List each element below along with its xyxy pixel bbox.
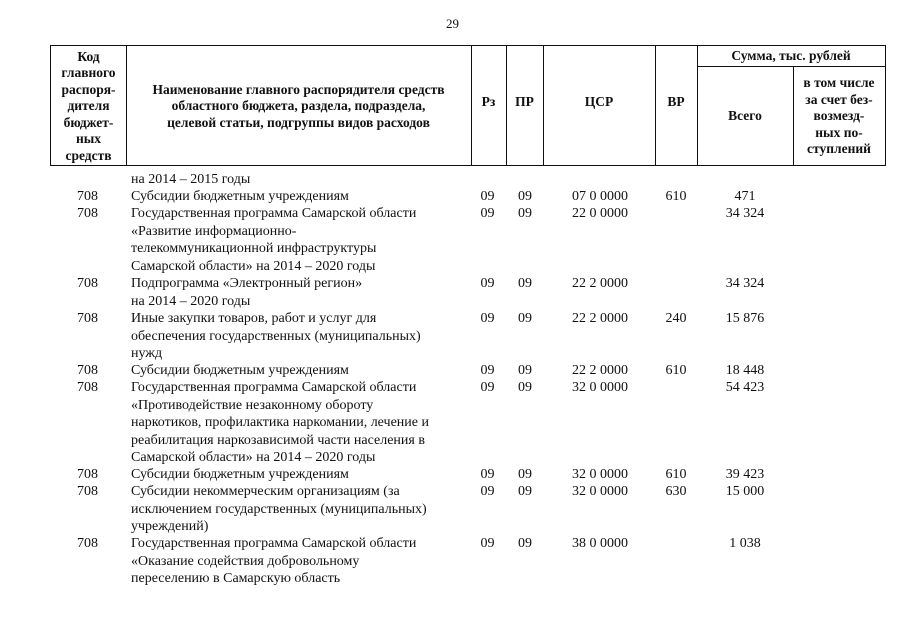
row-pr: 09 (518, 380, 532, 395)
row-rz: 09 (480, 484, 495, 499)
header-pr: ПР (515, 94, 534, 109)
row-rz: 09 (480, 363, 495, 378)
row-vr: 610 (665, 467, 687, 482)
header-sum: Сумма, тыс. рублей (731, 47, 851, 63)
header-including: в том числе за счет без- возмезд- ных по- ступлений (803, 75, 875, 157)
row-csr: 32 0 0000 (572, 467, 628, 482)
row-total: 18 448 (725, 363, 765, 378)
row-code: 708 (77, 536, 98, 551)
row-rz: 09 (480, 311, 495, 326)
row-total: 54 423 (725, 380, 765, 395)
row-csr: 22 2 0000 (572, 311, 628, 326)
row-csr: 22 2 0000 (572, 363, 628, 378)
row-total: 39 423 (725, 467, 765, 482)
row-pr: 09 (518, 467, 532, 482)
row-rz: 09 (480, 276, 495, 291)
header-code: Код главного распоря- дителя бюджет- ных средств (61, 48, 116, 163)
row-vr: 630 (665, 484, 687, 499)
row-name: Иные закупки товаров, работ и услуг для обеспечения государственных (муниципальных) нужд (131, 311, 421, 361)
row-rz: 09 (480, 206, 495, 221)
row-name: Государственная программа Самарской области «Оказание содействия добровольному переселению в Самарскую область (131, 536, 417, 586)
row-name: Подпрограмма «Электронный регион» на 2014 – 2020 годы (131, 276, 363, 309)
row-pr: 09 (518, 363, 532, 378)
row-name: Субсидии бюджетным учреждениям (131, 363, 349, 378)
row-vr: 240 (665, 311, 687, 326)
row-csr: 07 0 0000 (572, 189, 628, 204)
row-rz: 09 (480, 380, 495, 395)
row-code: 708 (77, 363, 98, 378)
header-total: Всего (728, 108, 762, 124)
row-code: 708 (77, 467, 98, 482)
row-code: 708 (77, 276, 98, 291)
row-rz: 09 (480, 467, 495, 482)
row-vr: 610 (665, 189, 687, 204)
row-rz: 09 (480, 189, 495, 204)
row-vr: 610 (665, 363, 687, 378)
row-code: 708 (77, 380, 98, 395)
row-code: 708 (77, 189, 98, 204)
row-name: на 2014 – 2015 годы (131, 172, 251, 187)
row-total: 34 324 (725, 206, 765, 221)
row-csr: 38 0 0000 (572, 536, 628, 551)
header-vr: ВР (667, 94, 685, 109)
row-total: 15 000 (725, 484, 765, 499)
row-name: Государственная программа Самарской области «Противодействие незаконному обороту наркотиков, профилактика наркомании, лечение и реабилитация наркозависимой части населения в Самарской области» на 2014 – 2020 годы (131, 380, 429, 465)
row-csr: 22 2 0000 (572, 276, 628, 291)
row-name: Субсидии некоммерческим организациям (за исключением государственных (муниципальных) учреждений) (131, 484, 427, 534)
row-pr: 09 (518, 276, 532, 291)
row-pr: 09 (518, 536, 532, 551)
header-name: Наименование главного распорядителя средств областного бюджета, раздела, подраздела, целевой статьи, подгруппы видов расходов (152, 81, 445, 130)
header-csr: ЦСР (584, 94, 614, 109)
row-csr: 32 0 0000 (572, 484, 628, 499)
row-pr: 09 (518, 311, 532, 326)
row-pr: 09 (518, 189, 532, 204)
row-code: 708 (77, 311, 98, 326)
row-csr: 32 0 0000 (572, 380, 628, 395)
page-number: 29 (446, 16, 459, 31)
row-csr: 22 0 0000 (572, 206, 628, 221)
row-code: 708 (77, 484, 98, 499)
row-code: 708 (77, 206, 98, 221)
row-pr: 09 (518, 206, 532, 221)
row-rz: 09 (480, 536, 495, 551)
row-name: Государственная программа Самарской области «Развитие информационно- телекоммуникационной инфраструктуры Самарской области» на 2014 – 2020 годы (131, 206, 417, 274)
row-total: 1 038 (729, 536, 761, 551)
row-total: 34 324 (725, 276, 765, 291)
header-rz: Рз (481, 94, 496, 109)
row-name: Субсидии бюджетным учреждениям (131, 189, 349, 204)
row-total: 471 (734, 189, 756, 204)
row-name: Субсидии бюджетным учреждениям (131, 467, 349, 482)
table-header (50, 45, 886, 166)
row-pr: 09 (518, 484, 532, 499)
row-total: 15 876 (725, 311, 765, 326)
